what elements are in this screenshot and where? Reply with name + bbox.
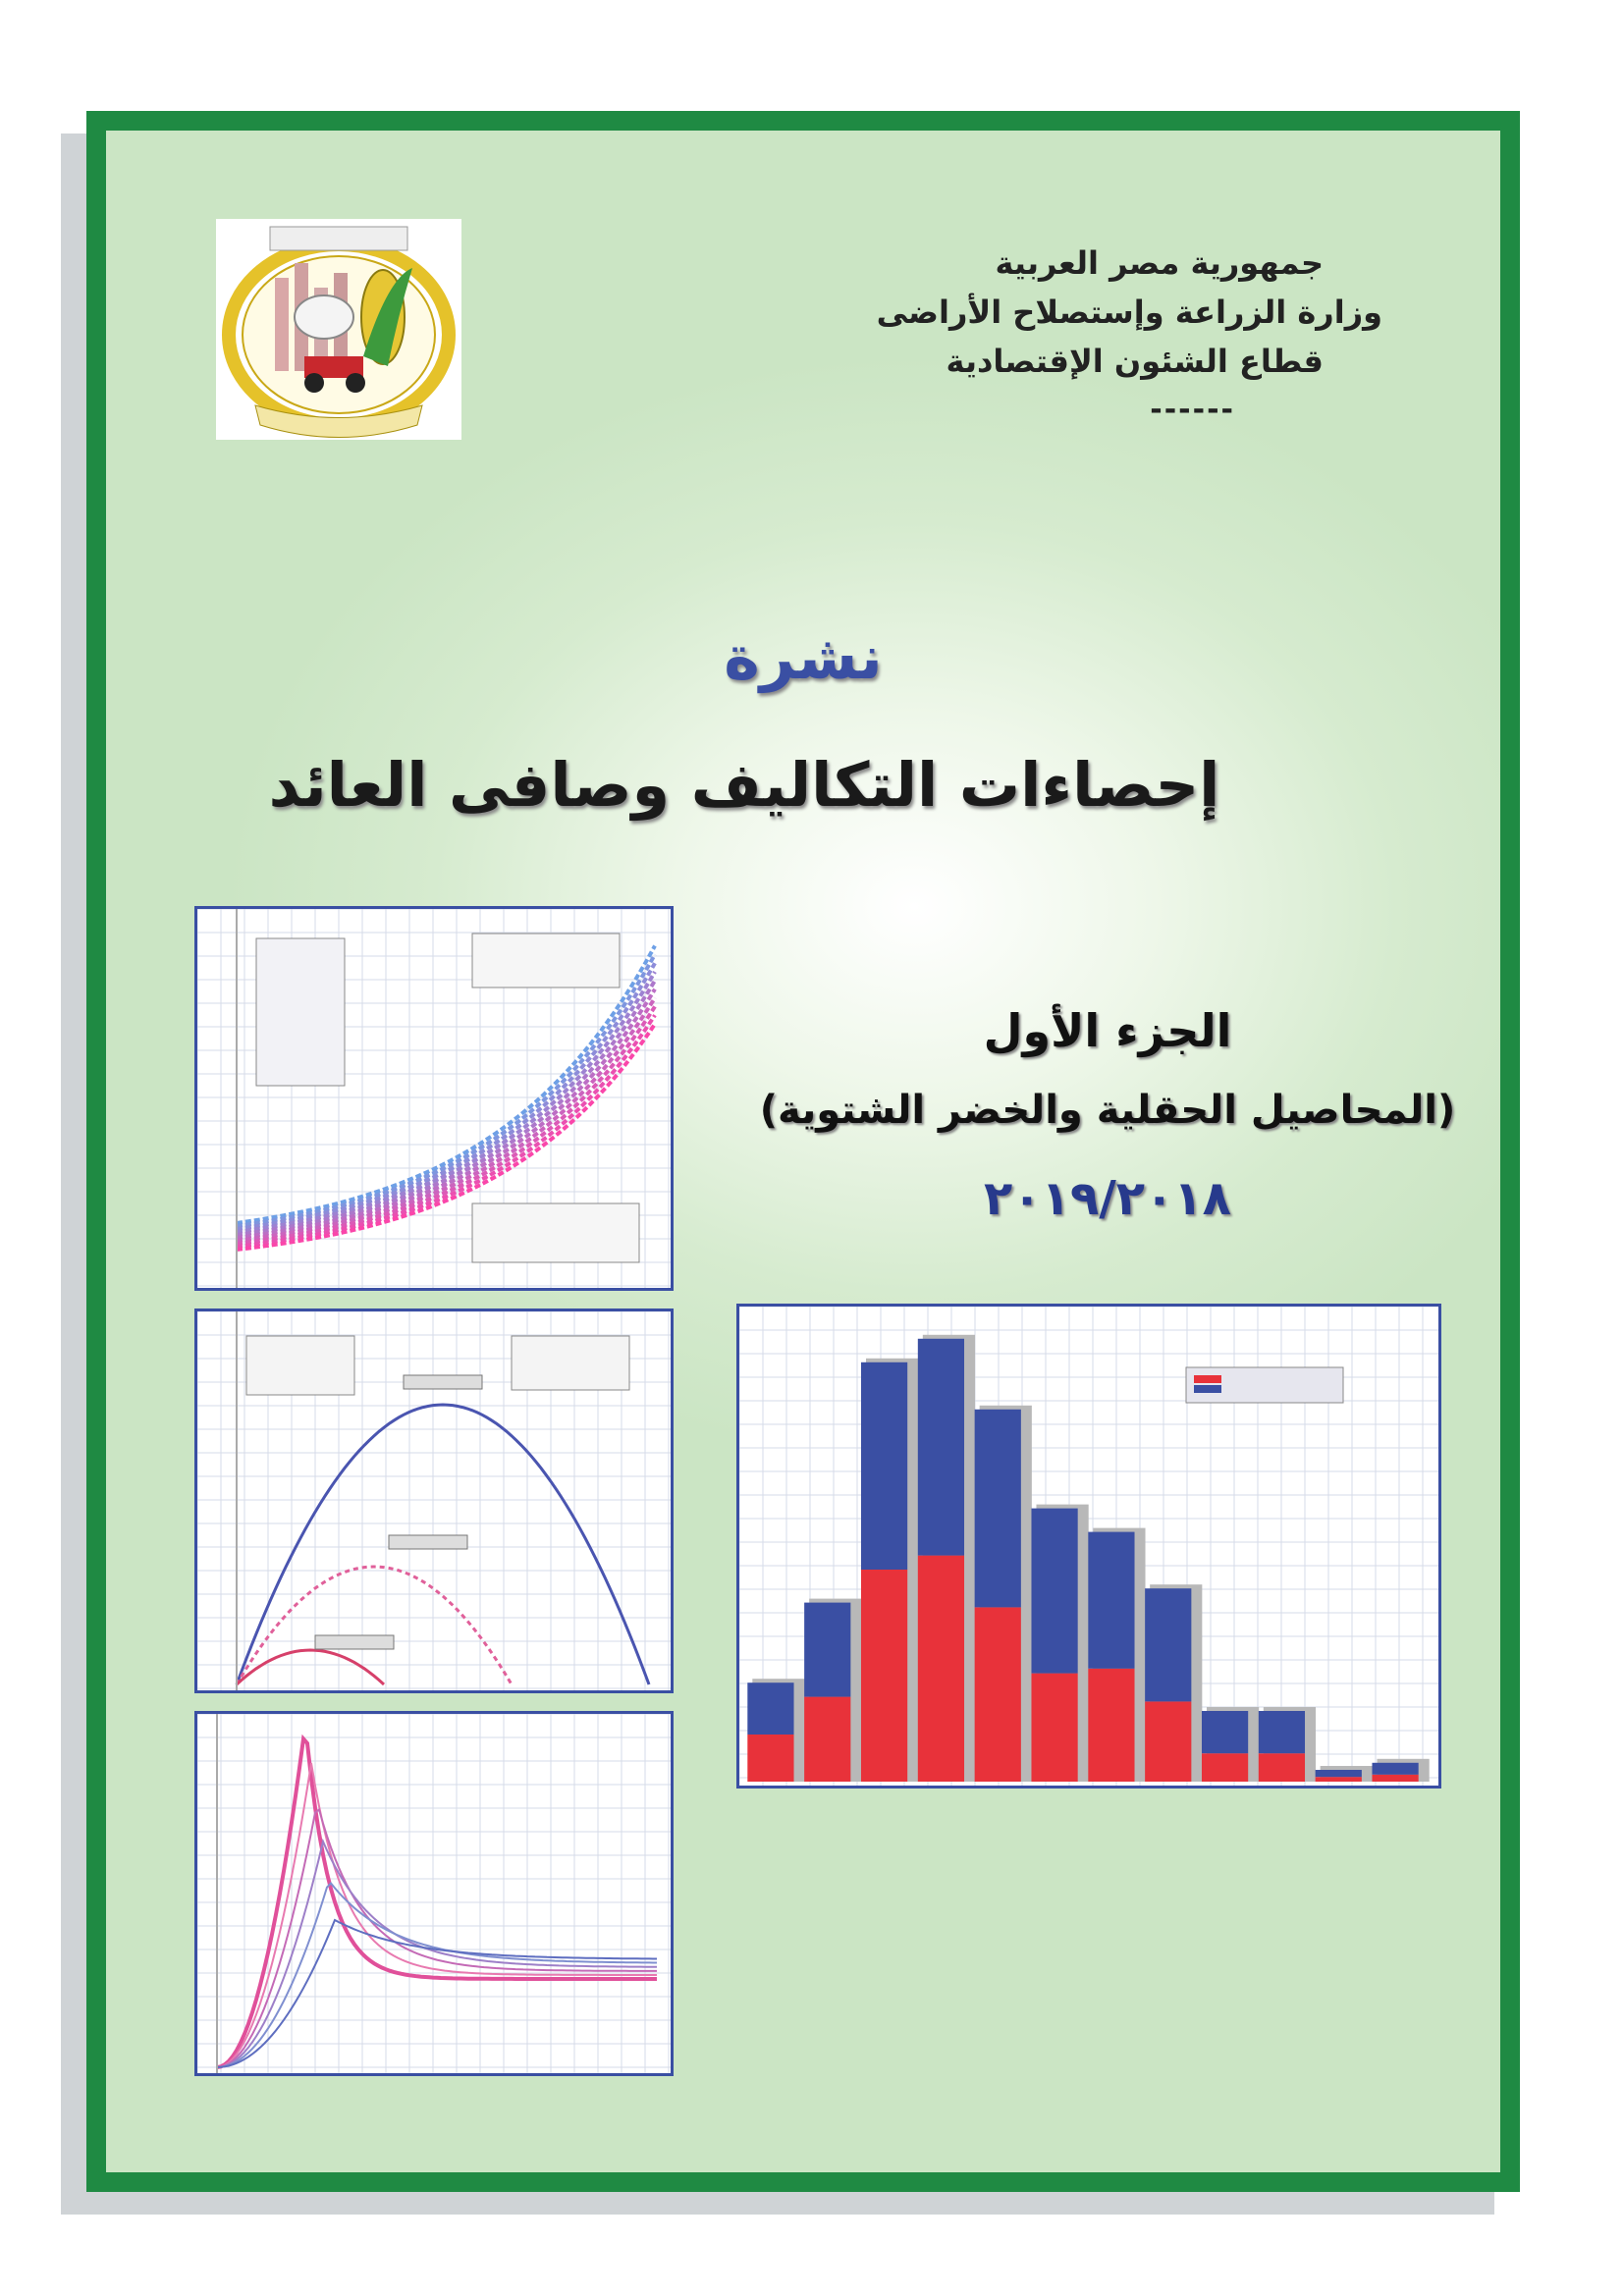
chart-thumbnail-exponential [194, 906, 674, 1291]
legend-box [256, 938, 345, 1086]
bar-segment-red [1372, 1775, 1418, 1782]
bar-segment-blue [1372, 1763, 1418, 1775]
note-box [472, 1203, 639, 1262]
bar-segment-blue [1259, 1711, 1305, 1753]
chart-stacked-bars [736, 1304, 1441, 1789]
part-subtitle: (المحاصيل الحقلية والخضر الشتوية) [759, 1088, 1456, 1133]
bar-segment-blue [1145, 1588, 1191, 1701]
chart-parabolas-svg [197, 1311, 671, 1690]
bar-segment-blue [804, 1603, 850, 1697]
bar-segment-red [804, 1697, 850, 1782]
cover-page [86, 111, 1520, 2192]
bar-segment-blue [747, 1682, 793, 1735]
bar-segment-red [1316, 1777, 1362, 1782]
bar-segment-red [1202, 1753, 1248, 1782]
data-callout [404, 1375, 482, 1389]
data-callout [389, 1535, 467, 1549]
bar-segment-blue [1316, 1770, 1362, 1777]
bar-segment-red [975, 1607, 1021, 1782]
bar-segment-blue [1202, 1711, 1248, 1753]
bar-segment-blue [1088, 1532, 1134, 1669]
bar-segment-red [1088, 1669, 1134, 1782]
bar-segment-blue [975, 1410, 1021, 1608]
data-callout [315, 1635, 394, 1649]
header-divider: ------ [1150, 393, 1235, 427]
bar-segment-blue [861, 1362, 907, 1570]
bar-segment-blue [1031, 1509, 1077, 1674]
part-number: الجزء الأول [983, 1004, 1232, 1057]
ministry-name: وزارة الزراعة وإستصلاح الأراضى [876, 294, 1382, 331]
series-line [217, 1810, 657, 2068]
legend-swatch-blue [1194, 1385, 1221, 1393]
ministry-logo [216, 219, 461, 440]
bar-segment-red [1145, 1701, 1191, 1782]
bar-segment-blue [918, 1339, 964, 1556]
chart-thumbnail-decay [194, 1711, 674, 2076]
country-name: جمهورية مصر العربية [995, 244, 1324, 282]
chart-thumbnail-parabolas [194, 1308, 674, 1693]
chart-decay-svg [197, 1714, 671, 2073]
bar-segment-red [747, 1735, 793, 1782]
issuer-block [695, 239, 1382, 435]
bar-segment-red [918, 1556, 964, 1782]
legend-box [246, 1336, 354, 1395]
series-line [217, 1738, 657, 2067]
season-years: ٢٠١٩/٢٠١٨ [984, 1171, 1231, 1226]
bar-segment-red [1259, 1753, 1305, 1782]
bulletin-title: إحصاءات التكاليف وصافى العائد [268, 749, 1220, 821]
note-box [472, 934, 620, 988]
legend-swatch-red [1194, 1375, 1221, 1383]
chart-bars-svg [739, 1307, 1438, 1786]
bar-segment-red [1031, 1674, 1077, 1782]
sector-name: قطاع الشئون الإقتصادية [946, 343, 1324, 380]
bulletin-label: نشرة [724, 621, 883, 693]
chart-exponential-svg [197, 909, 671, 1288]
series-line [217, 1920, 657, 2067]
legend-box [512, 1336, 629, 1390]
bar-segment-red [861, 1570, 907, 1782]
